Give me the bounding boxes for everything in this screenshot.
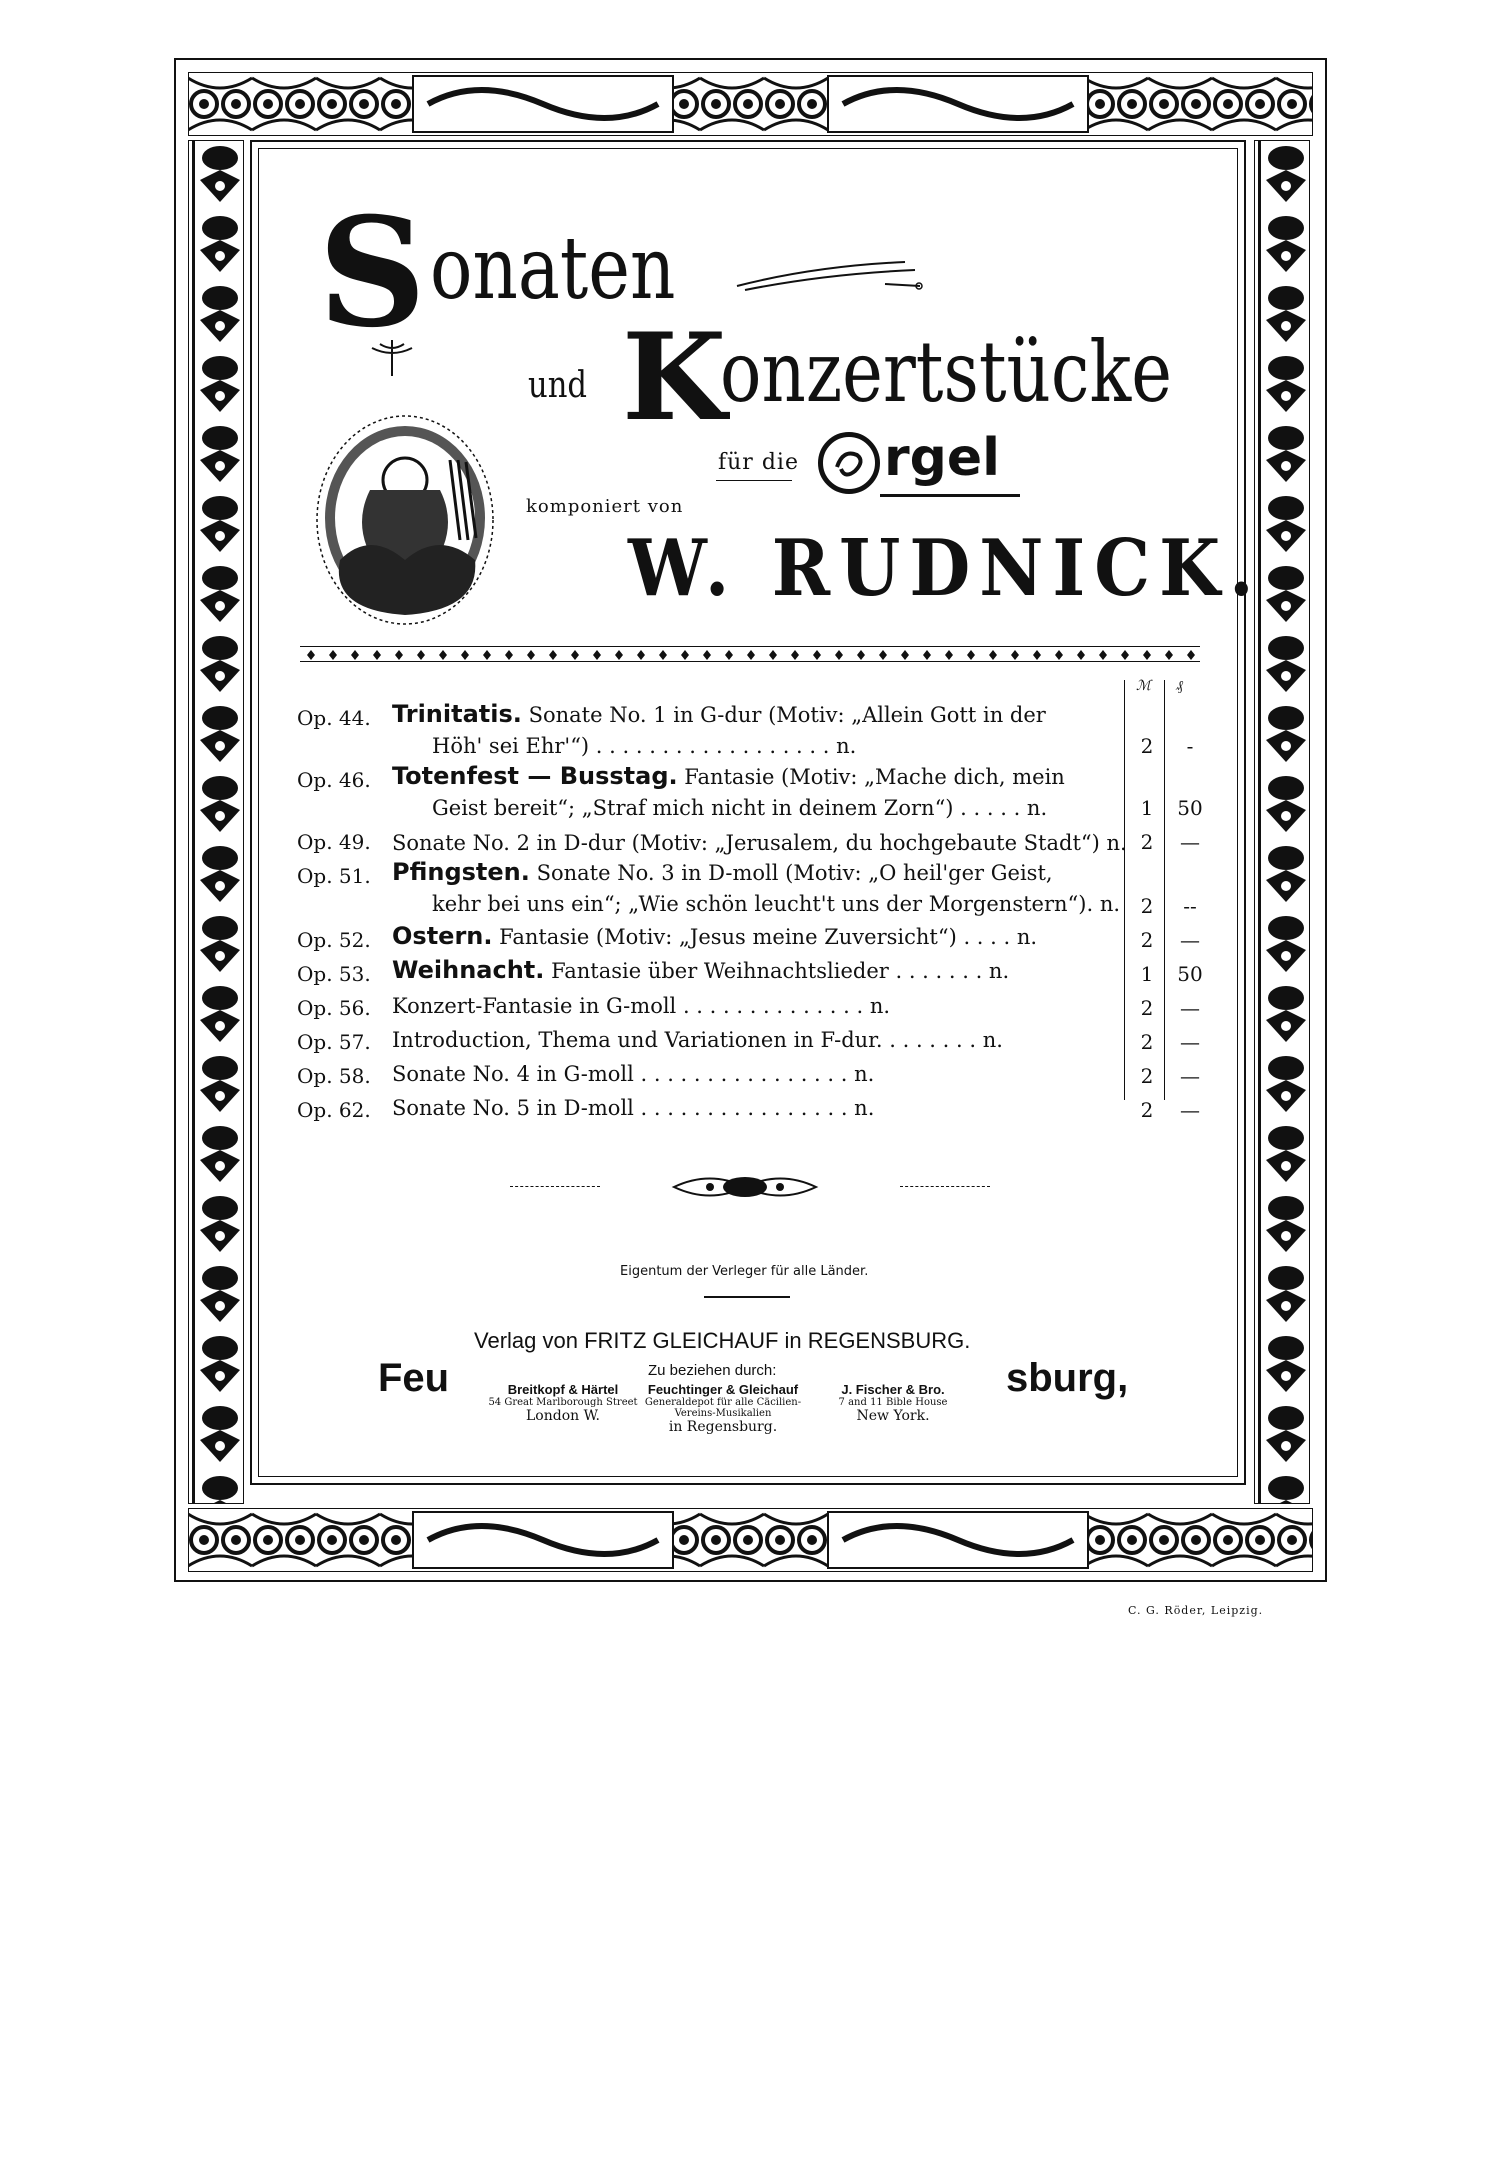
price-mark: 2: [1140, 1098, 1154, 1122]
row-keyword: Pfingsten.: [392, 858, 530, 886]
opus-number: Op. 52.: [297, 928, 371, 952]
title-initial-s: S: [318, 185, 427, 361]
overprint-fragment-right: sburg,: [1006, 1356, 1129, 1400]
distributor-regensburg: [638, 1382, 808, 1435]
row-keyword: Weihnacht.: [392, 956, 545, 984]
row-description: Sonate No. 1 in G-dur (Motiv: „Allein Gott in der: [528, 703, 1046, 727]
price-pfennig: —: [1180, 1098, 1200, 1122]
flourish-icon: [735, 256, 925, 296]
price-pfennig: —: [1180, 1064, 1200, 1088]
row-description: Fantasie über Weihnachtslieder . . . . . . . n.: [551, 959, 1010, 983]
distributor-address: Generaldepot für alle Cäcilien-Vereins-Musikalien: [644, 1397, 802, 1419]
distributor-address: 7 and 11 Bible House: [838, 1397, 948, 1408]
price-mark: 2: [1140, 928, 1154, 952]
komponiert-label: komponiert von: [526, 496, 684, 517]
opus-number: Op. 57.: [297, 1030, 371, 1054]
opus-number: Op. 53.: [297, 962, 371, 986]
distributor-name: Breitkopf & Härtel: [507, 1382, 619, 1397]
left-ornament-band: [188, 140, 244, 1504]
price-pfennig: 50: [1177, 796, 1203, 820]
pfennig-column-header: ₰: [1176, 678, 1183, 694]
row-description: Sonate No. 2 in D-dur (Motiv: „Jerusalem, du hochgebaute Stadt“) n.: [392, 831, 1127, 855]
table-row: [392, 958, 1009, 982]
price-pfennig: —: [1180, 928, 1200, 952]
opus-number: Op. 44.: [297, 706, 371, 730]
price-mark: 1: [1140, 962, 1154, 986]
row-description: Sonate No. 5 in D-moll . . . . . . . . . . . . . . . . n.: [392, 1096, 875, 1120]
row-description: Fantasie (Motiv: „Mache dich, mein: [684, 765, 1065, 789]
price-pfennig: —: [1180, 996, 1200, 1020]
row-description: Fantasie (Motiv: „Jesus meine Zuversicht“) . . . . n.: [499, 925, 1038, 949]
opus-number: Op. 46.: [297, 768, 371, 792]
price-pfennig: —: [1180, 1030, 1200, 1054]
opus-number: Op. 49.: [297, 830, 371, 854]
price-pfennig: --: [1183, 894, 1197, 918]
overprint-fragment-left: Feu: [378, 1356, 450, 1400]
orgel-initial-medallion-icon: [818, 432, 880, 494]
fur-die-label: für die: [718, 450, 799, 475]
row-description: Sonate No. 3 in D-moll (Motiv: „O heil'ger Geist,: [536, 861, 1053, 885]
row-description: Konzert-Fantasie in G-moll . . . . . . . . . . . . . . n.: [392, 994, 891, 1018]
row-description-cont: Geist bereit“; „Straf mich nicht in deinem Zorn“) . . . . . n.: [432, 796, 1048, 820]
mark-column-header: ℳ: [1136, 678, 1151, 694]
table-row: [392, 702, 1046, 726]
row-description: Sonate No. 4 in G-moll . . . . . . . . . . . . . . . . n.: [392, 1062, 875, 1086]
bottom-ornament-band: [188, 1508, 1313, 1572]
table-row: [392, 764, 1065, 788]
s-tail-ornament-icon: [352, 340, 432, 380]
distributor-city: New York.: [856, 1408, 930, 1424]
row-keyword: Ostern.: [392, 922, 493, 950]
title-und: und: [528, 365, 588, 406]
price-pfennig: —: [1180, 830, 1200, 854]
price-mark: 2: [1140, 1030, 1154, 1054]
right-ornament-band: [1254, 140, 1310, 1504]
dashed-rule: [510, 1186, 600, 1187]
dashed-rule: [900, 1186, 990, 1187]
table-row: [392, 860, 1053, 884]
table-row: [392, 1064, 874, 1085]
title-initial-k: K: [622, 307, 727, 448]
distributor-london: [488, 1382, 638, 1424]
row-description-cont: kehr bei uns ein“; „Wie schön leucht't uns der Morgenstern“). n.: [432, 892, 1121, 916]
organist-medallion-image: [310, 410, 500, 630]
opus-number: Op. 56.: [297, 996, 371, 1020]
price-mark: 2: [1140, 830, 1154, 854]
price-mark: 2: [1140, 734, 1154, 758]
opus-number: Op. 58.: [297, 1064, 371, 1088]
distributor-name: J. Fischer & Bro.: [841, 1382, 945, 1397]
price-pfennig: 50: [1177, 962, 1203, 986]
top-ornament-band: [188, 72, 1313, 136]
rights-notice: Eigentum der Verleger für alle Länder.: [620, 1264, 869, 1279]
distributor-new-york: [818, 1382, 968, 1424]
price-mark: 2: [1140, 894, 1154, 918]
price-pfennig: -: [1186, 734, 1194, 758]
publisher-line: Verlag von FRITZ GLEICHAUF in REGENSBURG.: [474, 1328, 971, 1353]
row-description: Introduction, Thema und Variationen in F-dur. . . . . . . . n.: [392, 1028, 1003, 1052]
distribution-label: Zu beziehen durch:: [648, 1362, 777, 1379]
price-mark: 2: [1140, 1064, 1154, 1088]
price-column-rule: [1164, 680, 1165, 1100]
center-ornament-icon: [670, 1170, 820, 1204]
row-keyword: Totenfest — Busstag.: [392, 762, 678, 790]
opus-number: Op. 62.: [297, 1098, 371, 1122]
table-row: [392, 830, 1127, 854]
table-row: [392, 996, 890, 1017]
title-orgel: rgel: [884, 428, 1000, 488]
distributor-name: Feuchtinger & Gleichauf: [647, 1382, 799, 1397]
printer-credit: C. G. Röder, Leipzig.: [1128, 1604, 1264, 1617]
price-column-rule: [1124, 680, 1125, 1100]
distributor-city: in Regensburg.: [668, 1419, 778, 1435]
composer-name: W. RUDNICK.: [628, 523, 1263, 614]
distributor-address: 54 Great Marlborough Street: [488, 1397, 638, 1408]
table-row: [392, 924, 1037, 948]
row-keyword: Trinitatis.: [392, 700, 522, 728]
rights-underline: [704, 1296, 790, 1298]
distributor-city: London W.: [526, 1408, 600, 1424]
table-row: [392, 1030, 1003, 1051]
opus-number: Op. 51.: [297, 864, 371, 888]
price-mark: 1: [1140, 796, 1154, 820]
fur-die-underline: [716, 480, 792, 481]
title-konzertstuecke: onzertstücke: [720, 323, 1172, 421]
table-row: [392, 1098, 874, 1119]
orgel-underline: [880, 494, 1020, 497]
ornamental-divider: [300, 646, 1200, 662]
row-description-cont: Höh' sei Ehr'“) . . . . . . . . . . . . . . . . . . n.: [432, 734, 857, 758]
price-mark: 2: [1140, 996, 1154, 1020]
title-sonaten: onaten: [430, 219, 676, 319]
